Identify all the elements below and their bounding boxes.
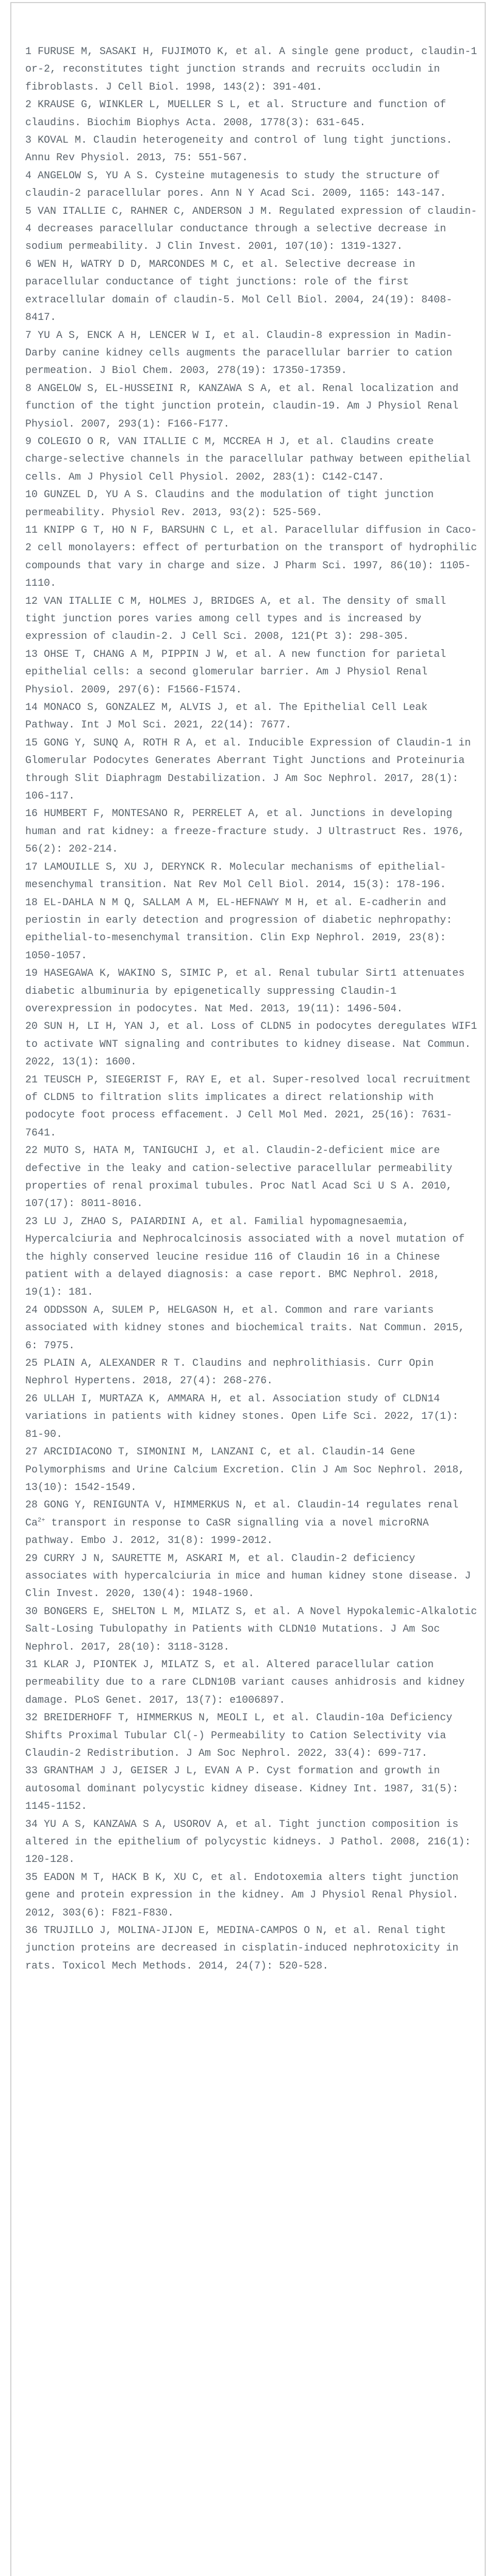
reference-item: 4 ANGELOW S, YU A S. Cysteine mutagenesis to study the structure of claudin-2 paracellular pores. Ann N Y Acad Sci. 2009, 1165: 143-147. [25,170,447,200]
reference-item: 22 MUTO S, HATA M, TANIGUCHI J, et al. Claudin-2-deficient mice are defective in the leaky and cation-selective paracellular permeability properties of renal proximal tubules. Proc Natl Acad Sci U S A. 2010, 107(17): 8011-8016. [25,1145,453,1210]
reference-item: 5 VAN ITALLIE C, RAHNER C, ANDERSON J M. Regulated expression of claudin-4 decreases paracellular conductance through a selective decrease in sodium permeability. J Clin Invest. 2001, 107(10): 1319-1327. [25,205,477,253]
reference-item: 8 ANGELOW S, EL-HUSSEINI R, KANZAWA S A, et al. Renal localization and function of the tight junction protein, claudin-19. Am J Physiol Renal Physiol. 2007, 293(1): F166-F177. [25,382,459,430]
reference-item: 1 FURUSE M, SASAKI H, FUJIMOTO K, et al. A single gene product, claudin-1 or-2, reconstitutes tight junction strands and recruits occludin in fibroblasts. J Cell Biol. 1998, 143(2): 391-401. [25,46,477,93]
reference-item: 26 ULLAH I, MURTAZA K, AMMARA H, et al. Association study of CLDN14 variations in patients with kidney stones. Open Life Sci. 2022, 17(1): 81-90. [25,1393,459,1440]
reference-item: 31 KLAR J, PIONTEK J, MILATZ S, et al. Altered paracellular cation permeability due to a rare CLDN10B variant causes anhidrosis and kidney damage. PLoS Genet. 2017, 13(7): e1006897. [25,1658,465,1706]
reference-item: 30 BONGERS E, SHELTON L M, MILATZ S, et al. A Novel Hypokalemic-Alkalotic Salt-Losing Tubulopathy in Patients with CLDN10 Mutations. J Am Soc Nephrol. 2017, 28(10): 3118-3128. [25,1605,477,1653]
reference-item: 32 BREIDERHOFF T, HIMMERKUS N, MEOLI L, et al. Claudin-10a Deficiency Shifts Proximal Tubular Cl(-) Permeability to Cation Selectivity via Claudin-2 Redistribution. J Am Soc Nephrol. 2022, 33(4): 699-717. [25,1712,453,1759]
reference-item: 18 EL-DAHLA N M Q, SALLAM A M, EL-HEFNAWY M H, et al. E-cadherin and periostin in early detection and progression of diabetic nephropathy: epithelial-to-mesenchymal transition. Clin Exp Nephrol. 2019, 23(8): 1050-1057. [25,896,453,962]
reference-item: 3 KOVAL M. Claudin heterogeneity and control of lung tight junctions. Annu Rev Physiol. 2013, 75: 551-567. [25,134,453,164]
reference-item: 9 COLEGIO O R, VAN ITALLIE C M, MCCREA H J, et al. Claudins create charge-selective channels in the paracellular pathway between epithelial cells. Am J Physiol Cell Physiol. 2002, 283(1): C142-C147. [25,435,471,483]
reference-item: 11 KNIPP G T, HO N F, BARSUHN C L, et al. Paracellular diffusion in Caco-2 cell monolayers: effect of perturbation on the transport of hydrophilic compounds that vary in charge and size. J Pharm Sci. 1997, 86(10): 1105-1110. [25,524,477,590]
reference-item: 2 KRAUSE G, WINKLER L, MUELLER S L, et al. Structure and function of claudins. Biochim Biophys Acta. 2008, 1778(3): 631-645. [25,99,447,129]
reference-item: 24 ODDSSON A, SULEM P, HELGASON H, et al. Common and rare variants associated with kidney stones and biochemical traits. Nat Commun. 2015, 6: 7975. [25,1304,465,1352]
reference-item: 14 MONACO S, GONZALEZ M, ALVIS J, et al. The Epithelial Cell Leak Pathway. Int J Mol Sci. 2021, 22(14): 7677. [25,702,428,732]
reference-item: 16 HUMBERT F, MONTESANO R, PERRELET A, et al. Junctions in developing human and rat kidney: a freeze-fracture study. J Ultrastruct Res. 1976, 56(2): 202-214. [25,808,465,856]
superscript: 2+ [38,1516,45,1524]
document-page [10,2,486,2576]
reference-text: transport in response to CaSR signalling via a novel microRNA pathway. Embo J. 2012, 31(8): 1999-2012. [25,1517,429,1547]
reference-item: 33 GRANTHAM J J, GEISER J L, EVAN A P. Cyst formation and growth in autosomal dominant polycystic kidney disease. Kidney Int. 1987, 31(5): 1145-1152. [25,1765,459,1813]
reference-item: 12 VAN ITALLIE C M, HOLMES J, BRIDGES A, et al. The density of small tight junction pores varies among cell types and is increased by expression of claudin-2. J Cell Sci. 2008, 121(Pt 3): 298-305. [25,595,447,643]
reference-item: 23 LU J, ZHAO S, PAIARDINI A, et al. Familial hypomagnesaemia, Hypercalciuria and Nephrocalcinosis associated with a novel mutation of the highly conserved leucine residue 116 of Claudin 16 in a Chinese patient with a delayed diagnosis: a case report. BMC Nephrol. 2018, 19(1): 181. [25,1215,465,1299]
reference-item: 10 GUNZEL D, YU A S. Claudins and the modulation of tight junction permeability. Physiol Rev. 2013, 93(2): 525-569. [25,489,434,519]
reference-item: 17 LAMOUILLE S, XU J, DERYNCK R. Molecular mechanisms of epithelial-mesenchymal transition. Nat Rev Mol Cell Biol. 2014, 15(3): 178-196. [25,861,447,891]
reference-item: 34 YU A S, KANZAWA S A, USOROV A, et al. Tight junction composition is altered in the epithelium of polycystic kidneys. J Pathol. 2008, 216(1): 120-128. [25,1818,471,1866]
reference-list [25,43,478,1975]
reference-text: regulates renal Ca [25,1499,459,1529]
reference-item: 27 ARCIDIACONO T, SIMONINI M, LANZANI C, et al. Claudin-14 Gene Polymorphisms and Urine Calcium Excretion. Clin J Am Soc Nephrol. 2018, 13(10): 1542-1549. [25,1446,465,1494]
reference-item: 21 TEUSCH P, SIEGERIST F, RAY E, et al. Super-resolved local recruitment of CLDN5 to filtration slits implicates a direct relationship with podocyte foot process effacement. J Cell Mol Med. 2021, 25(16): 7631-7641. [25,1074,471,1139]
reference-item: 15 GONG Y, SUNQ A, ROTH R A, et al. Inducible Expression of Claudin-1 in Glomerular Podocytes Generates Aberrant Tight Junctions and Proteinuria through Slit Diaphragm Destabilization. J Am Soc Nephrol. 2017, 28(1): 106-117. [25,737,471,803]
reference-item [25,1497,478,1550]
reference-item: 6 WEN H, WATRY D D, MARCONDES M C, et al. Selective decrease in paracellular conductance of tight junctions: role of the first extracellular domain of claudin-5. Mol Cell Biol. 2004, 24(19): 8408-8417. [25,258,453,324]
reference-item: 7 YU A S, ENCK A H, LENCER W I, et al. Claudin-8 expression in Madin-Darby canine kidney cells augments the paracellular barrier to cation permeation. J Biol Chem. 2003, 278(19): 17350-17359. [25,329,453,377]
reference-item: 13 OHSE T, CHANG A M, PIPPIN J W, et al. A new function for parietal epithelial cells: a second glomerular barrier. Am J Physiol Renal Physiol. 2009, 297(6): F1566-F1574. [25,648,447,696]
reference-item: 29 CURRY J N, SAURETTE M, ASKARI M, et al. Claudin-2 deficiency associates with hypercalciuria in mice and human kidney stone disease. J Clin Invest. 2020, 130(4): 1948-1960. [25,1552,471,1600]
reference-text: 28 GONG Y, RENIGUNTA V, HIMMERKUS N, et al. Claudin-14 [25,1499,360,1512]
reference-item: 36 TRUJILLO J, MOLINA-JIJON E, MEDINA-CAMPOS O N, et al. Renal tight junction proteins are decreased in cisplatin-induced nephrotoxicity in rats. Toxicol Mech Methods. 2014, 24(7): 520-528. [25,1925,459,1972]
reference-item: 35 EADON M T, HACK B K, XU C, et al. Endotoxemia alters tight junction gene and protein expression in the kidney. Am J Physiol Renal Physiol. 2012, 303(6): F821-F830. [25,1871,459,1919]
reference-item: 19 HASEGAWA K, WAKINO S, SIMIC P, et al. Renal tubular Sirt1 attenuates diabetic albuminuria by epigenetically suppressing Claudin-1 overexpression in podocytes. Nat Med. 2013, 19(11): 1496-504. [25,968,465,1015]
reference-item: 25 PLAIN A, ALEXANDER R T. Claudins and nephrolithiasis. Curr Opin Nephrol Hypertens. 2018, 27(4): 268-276. [25,1358,434,1387]
reference-item: 20 SUN H, LI H, YAN J, et al. Loss of CLDN5 in podocytes deregulates WIF1 to activate WNT signaling and contributes to kidney disease. Nat Commun. 2022, 13(1): 1600. [25,1021,477,1069]
